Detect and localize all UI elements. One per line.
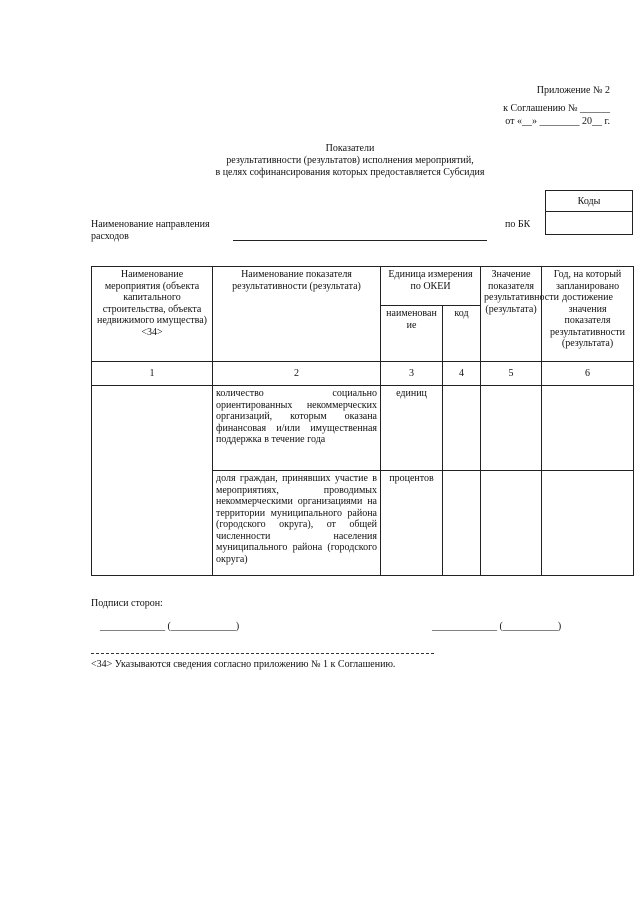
codes-bk-value	[546, 212, 633, 235]
unit-name-cell: единиц	[381, 386, 443, 471]
header-unit-group: Единица измерения по ОКЕИ	[381, 267, 481, 306]
bk-label: по БК	[505, 219, 531, 230]
value-cell[interactable]	[481, 386, 542, 471]
direction-input-line[interactable]	[233, 240, 487, 241]
column-number: 3	[381, 362, 443, 386]
unit-code-cell[interactable]	[443, 471, 481, 576]
header-unit-code: код	[443, 306, 481, 362]
document-title	[150, 143, 550, 179]
column-number: 2	[213, 362, 381, 386]
agreement-reference: к Соглашению № ______	[503, 103, 610, 114]
footnote-separator	[91, 653, 434, 654]
header-block	[350, 84, 610, 128]
unit-name-cell: процентов	[381, 471, 443, 576]
column-number: 1	[92, 362, 213, 386]
agreement-date: от «__» ________ 20__ г.	[505, 116, 610, 127]
title-line-2: результативности (результатов) исполнения мероприятий,	[226, 155, 474, 166]
title-line-3: в целях софинансирования которых предоставляется Субсидия	[215, 167, 485, 178]
direction-label-line-1: Наименование направления	[91, 219, 210, 230]
indicators-table	[91, 266, 634, 576]
appendix-number: Приложение № 2	[536, 85, 610, 96]
table-row	[92, 386, 634, 471]
header-value: Значение показателя результативности (результата)	[481, 267, 542, 362]
codes-label: Коды	[546, 191, 633, 212]
signatures-label: Подписи сторон:	[91, 598, 163, 609]
codes-box	[545, 190, 633, 235]
year-cell[interactable]	[542, 386, 634, 471]
column-number: 4	[443, 362, 481, 386]
header-unit-name: наименование	[381, 306, 443, 362]
header-indicator: Наименование показателя результативности (результата)	[213, 267, 381, 362]
column-numbers-row	[92, 362, 634, 386]
signature-right[interactable]: _____________ (___________)	[432, 621, 562, 632]
indicator-cell: доля граждан, принявших участие в мероприятиях, проводимых некоммерческими организациями на территории муниципального района (городского округа), от общей численности населения муниципального района (городского округа)	[213, 471, 381, 576]
year-cell[interactable]	[542, 471, 634, 576]
header-event: Наименование мероприятия (объекта капитального строительства, объекта недвижимого имущества) <34>	[92, 267, 213, 362]
title-line-1: Показатели	[325, 143, 375, 154]
unit-code-cell[interactable]	[443, 386, 481, 471]
indicator-cell: количество социально ориентированных некоммерческих организаций, которым оказана финансовая и/или имущественная поддержка в течение года	[213, 386, 381, 471]
event-cell[interactable]	[92, 386, 213, 576]
footnote-text: <34> Указываются сведения согласно приложению № 1 к Соглашению.	[91, 659, 396, 670]
column-number: 6	[542, 362, 634, 386]
value-cell[interactable]	[481, 471, 542, 576]
header-year: Год, на который запланировано достижение значения показателя результативности (результата)	[542, 267, 634, 362]
table-header-row	[92, 267, 634, 306]
column-number: 5	[481, 362, 542, 386]
signature-left[interactable]: _____________ (_____________)	[100, 621, 240, 632]
direction-label	[91, 219, 210, 243]
direction-label-line-2: расходов	[91, 231, 129, 242]
